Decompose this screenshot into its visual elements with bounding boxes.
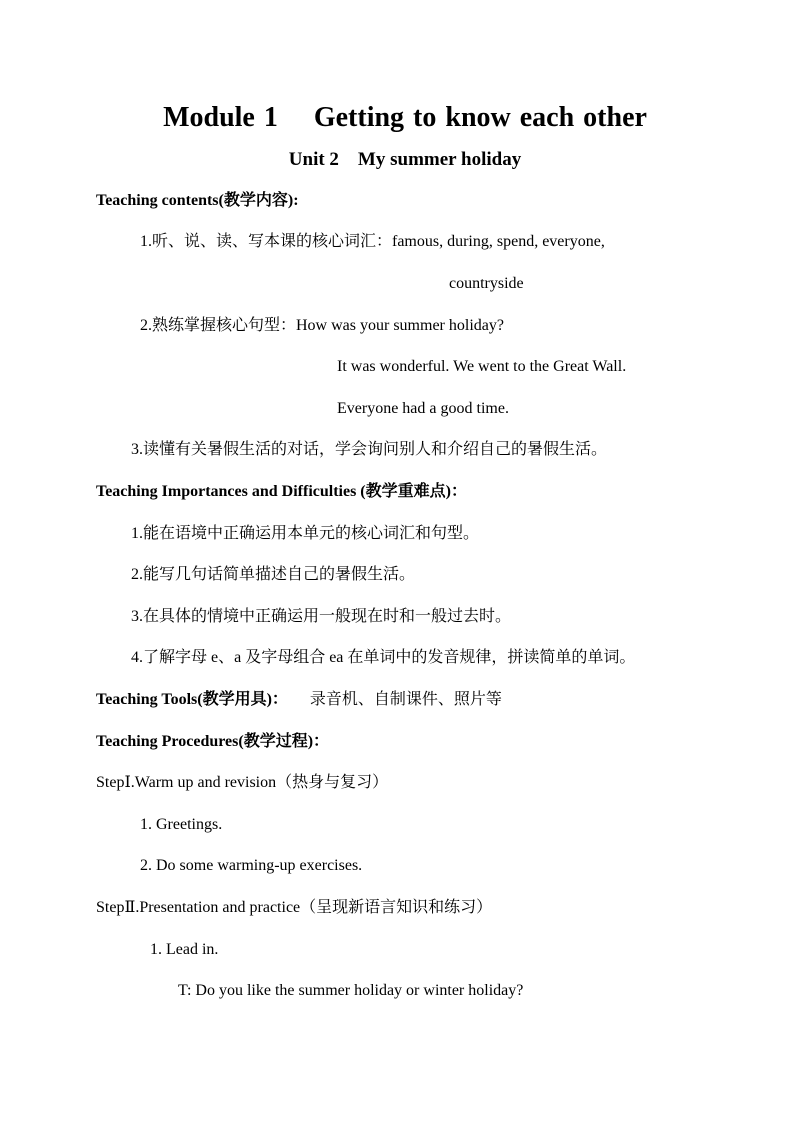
contents-item-2-line-2: It was wonderful. We went to the Great Wall. — [337, 358, 627, 375]
step-2-heading: StepⅡ.Presentation and practice（呈现新语言知识和练习） — [96, 899, 493, 916]
tools-heading: Teaching Tools(教学用具)： — [96, 691, 288, 708]
contents-item-2: 2.熟练掌握核心句型：How was your summer holiday? — [140, 317, 504, 334]
contents-heading: Teaching contents(教学内容): — [96, 192, 299, 209]
tools-value: 录音机、自制课件、照片等 — [309, 691, 502, 708]
step-1-heading: StepⅠ.Warm up and revision（热身与复习） — [96, 774, 389, 791]
step-2-dialog-line: T: Do you like the summer holiday or winter holiday? — [178, 982, 524, 999]
contents-item-1: 1.听、说、读、写本课的核心词汇：famous, during, spend, everyone, — [140, 233, 605, 250]
importances-item-3: 3.在具体的情境中正确运用一般现在时和一般过去时。 — [131, 608, 512, 625]
step-1-item-1: 1. Greetings. — [140, 816, 223, 833]
step-1-item-2: 2. Do some warming-up exercises. — [140, 857, 363, 874]
importances-item-1: 1.能在语境中正确运用本单元的核心词汇和句型。 — [131, 525, 480, 542]
page-title: Module 1 Getting to know each other — [163, 102, 647, 133]
contents-item-2-line-3: Everyone had a good time. — [337, 400, 509, 417]
tools-row — [96, 690, 502, 710]
step-2-item-1: 1. Lead in. — [150, 941, 219, 958]
importances-item-2: 2.能写几句话简单描述自己的暑假生活。 — [131, 566, 416, 583]
importances-item-4: 4.了解字母 e、a 及字母组合 ea 在单词中的发音规律，拼读简单的单词。 — [131, 649, 636, 666]
page-subtitle: Unit 2 My summer holiday — [288, 149, 522, 170]
procedures-heading: Teaching Procedures(教学过程)： — [96, 733, 330, 750]
contents-item-3: 3.读懂有关暑假生活的对话，学会询问别人和介绍自己的暑假生活。 — [131, 441, 608, 458]
contents-item-1-continued: countryside — [449, 275, 524, 292]
importances-heading: Teaching Importances and Difficulties (教学重难点)： — [96, 483, 467, 500]
